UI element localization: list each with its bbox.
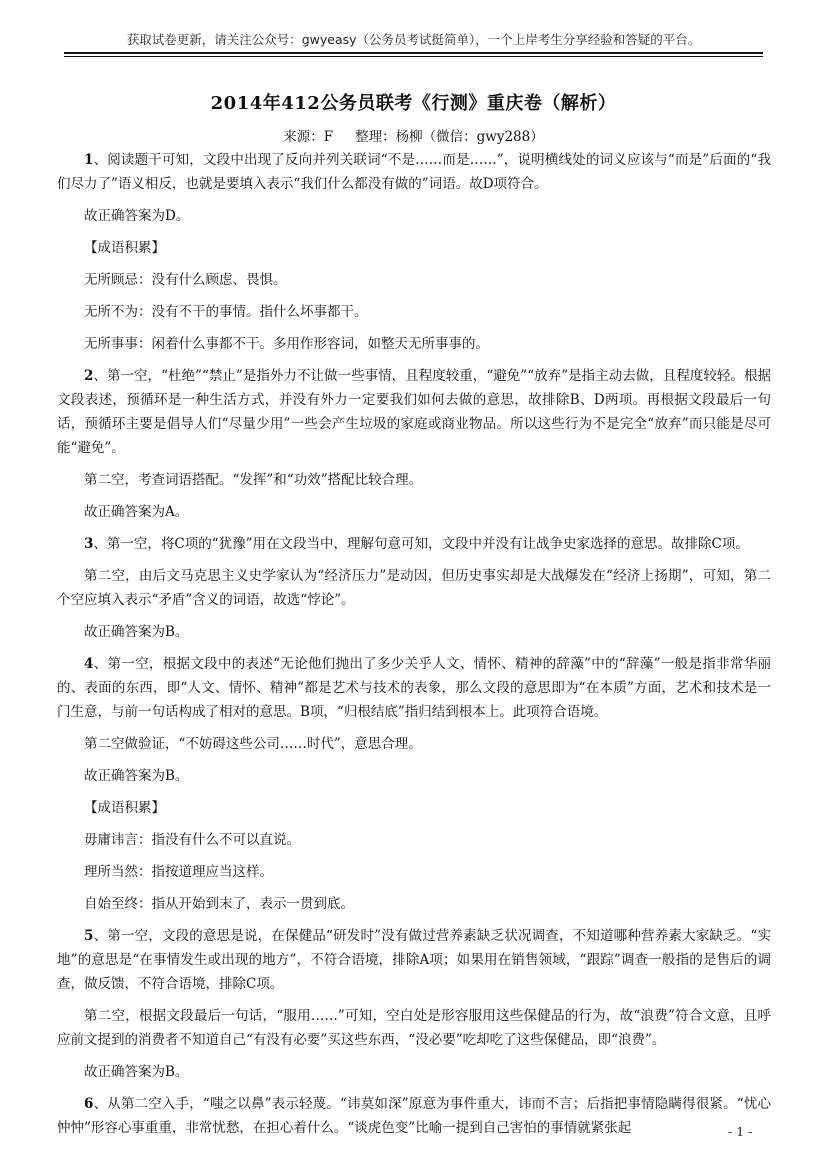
- paragraph: [57, 300, 771, 324]
- source-editor: 整理：杨柳（微信：gwy288）: [355, 129, 544, 145]
- paragraph-text: 理所当然：指按道理应当这样。: [84, 864, 273, 880]
- document-body: [57, 148, 771, 1148]
- paragraph-text: 故正确答案为B。: [84, 1064, 189, 1080]
- paragraph-text: 、阅读题干可知，文段中出现了反向并列关联词“不是……而是……”，说明横线处的词义应该与“而是”后面的“我们尽力了”语义相反，也就是要填入表示“我们什么都没有做的”词语。故D项符合。: [57, 152, 771, 192]
- paragraph-text: 、第一空，根据文段中的表述“无论他们抛出了多少关乎人文、情怀、精神的辞藻”中的“辞藻”一般是指非常华丽的、表面的东西，即“人文、情怀、精神”都是艺术与技术的表象，那么文段的意思即为“在本质”方面，艺术和技术是一门生意，与前一句话构成了相对的意思。B项，“归根结底”指归结到根本上。此项符合语境。: [57, 656, 771, 720]
- paragraph-text: 无所不为：没有不干的事情。指什么坏事都干。: [84, 304, 368, 320]
- paragraph: [57, 204, 771, 228]
- paragraph: [57, 364, 771, 460]
- paragraph-text: 无所事事：闲着什么事都不干。多用作形容词，如整天无所事事的。: [84, 336, 489, 352]
- paragraph-text: 故正确答案为A。: [84, 504, 189, 520]
- paragraph: [57, 652, 771, 724]
- paragraph-text: 、第一空，文段的意思是说，在保健品“研发时”没有做过营养素缺乏状况调查，不知道哪种营养素大家缺乏。“实地”的意思是“在事情发生或出现的地方”，不符合语境，排除A项；如果用在销售领域，“跟踪”调查一般指的是售后的调查，做反馈，不符合语境，排除C项。: [57, 928, 771, 992]
- paragraph-text: 、从第二空入手，“嗤之以鼻”表示轻蔑。“讳莫如深”原意为事件重大，讳而不言；后指把事情隐瞒得很紧。“忧心忡忡”形容心事重重，非常忧愁，在担心着什么。“谈虎色变”比喻一提到自己害怕的事情就紧张起: [57, 1096, 771, 1136]
- question-number: 2: [84, 368, 94, 384]
- paragraph: [57, 828, 771, 852]
- header-rule-thick: [64, 52, 763, 54]
- paragraph: [57, 892, 771, 916]
- page-number: - 1 -: [728, 1124, 753, 1139]
- section-heading: 【成语积累】: [84, 800, 165, 816]
- header-notice: 获取试卷更新，请关注公众号：gwyeasy（公务员考试挺简单），一个上岸考生分享经验和答疑的平台。: [126, 32, 701, 47]
- paragraph: [57, 268, 771, 292]
- paragraph-text: 无所顾忌：没有什么顾虑、畏惧。: [84, 272, 287, 288]
- paragraph-text: 故正确答案为B。: [84, 768, 189, 784]
- paragraph-text: 毋庸讳言：指没有什么不可以直说。: [84, 832, 300, 848]
- question-number: 3: [84, 536, 94, 552]
- paragraph-text: 、第一空，“杜绝”“禁止”是指外力不让做一些事情，且程度较重，“避免”“放弃”是指主动去做，且程度较轻。根据文段表述，预循环是一种生活方式，并没有外力一定要我们如何去做的意思，故排除B、D两项。再根据文段最后一句话，预循环主要是倡导人们“尽量少用”一些会产生垃圾的家庭或商业物品。所以这些行为不是完全“放弃”而只能是尽可能“避免”。: [57, 368, 771, 456]
- paragraph: [57, 332, 771, 356]
- paragraph: [57, 924, 771, 996]
- paragraph: [57, 236, 771, 260]
- paragraph: [57, 732, 771, 756]
- paragraph-text: 第二空，根据文段最后一句话，“服用……”可知，空白处是形容服用这些保健品的行为，故“浪费”符合文意，且呼应前文提到的消费者不知道自己“有没有必要”买这些东西，“没必要”吃却吃了这些保健品，即“浪费”。: [57, 1008, 771, 1048]
- question-number: 5: [84, 928, 94, 944]
- question-number: 6: [84, 1096, 94, 1112]
- paragraph: [57, 620, 771, 644]
- paragraph: [57, 860, 771, 884]
- paragraph: [57, 468, 771, 492]
- paragraph: [57, 1004, 771, 1052]
- header-rule-thin: [64, 56, 763, 57]
- paragraph-text: 自始至终：指从开始到末了，表示一贯到底。: [84, 896, 354, 912]
- source-from: 来源：F: [283, 129, 334, 145]
- source-line: [0, 128, 827, 146]
- paragraph: [57, 1092, 771, 1140]
- paragraph-text: 故正确答案为B。: [84, 624, 189, 640]
- question-number: 1: [84, 152, 94, 168]
- paragraph: [57, 500, 771, 524]
- paragraph-text: 、第一空，将C项的“犹豫”用在文段当中，理解句意可知，文段中并没有让战争史家选择的意思。故排除C项。: [93, 536, 749, 552]
- question-number: 4: [84, 656, 94, 672]
- paragraph-text: 第二空，考查词语搭配。“发挥”和“功效”搭配比较合理。: [84, 472, 423, 488]
- paragraph-text: 第二空，由后文马克思主义史学家认为“经济压力”是动因，但历史事实却是大战爆发在“经济上扬期”，可知，第二个空应填入表示“矛盾”含义的词语，故选“悖论”。: [57, 568, 771, 608]
- paragraph-text: 故正确答案为D。: [84, 208, 190, 224]
- paragraph: [57, 564, 771, 612]
- paragraph: [57, 764, 771, 788]
- paragraph: [57, 148, 771, 196]
- section-heading: 【成语积累】: [84, 240, 165, 256]
- paragraph-text: 第二空做验证，“不妨碍这些公司……时代”，意思合理。: [84, 736, 422, 752]
- paragraph: [57, 1060, 771, 1084]
- paragraph: [57, 532, 771, 556]
- paragraph: [57, 796, 771, 820]
- document-title: 2014年412公务员联考《行测》重庆卷（解析）: [210, 93, 617, 114]
